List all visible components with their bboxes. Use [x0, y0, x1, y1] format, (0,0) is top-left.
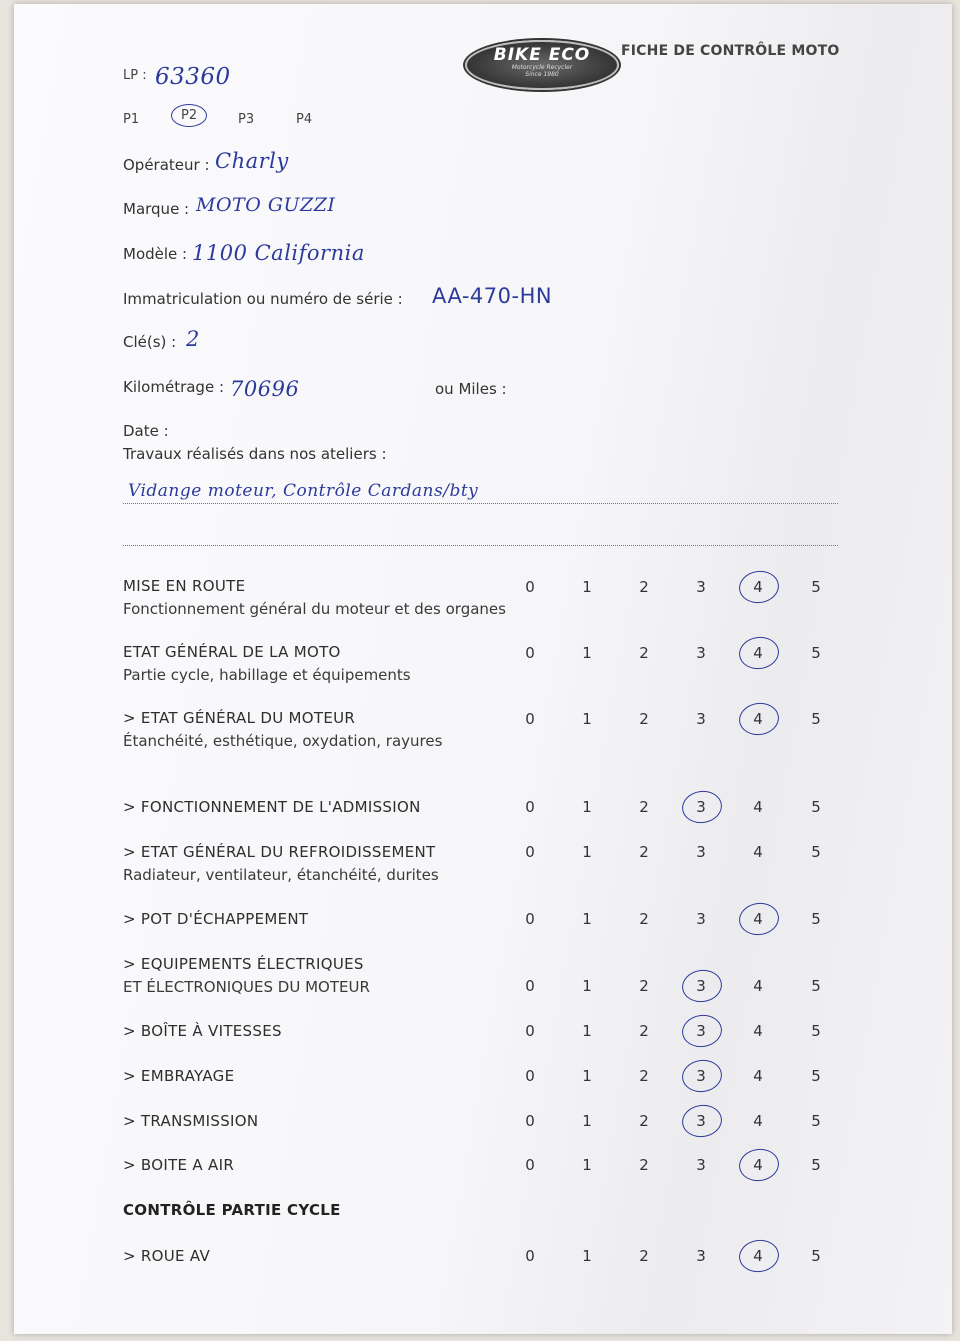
score-option-4: 4 [753, 910, 763, 928]
rating-row-title: > BOÎTE À VITESSES [123, 1022, 282, 1040]
rating-row-subtitle: Fonctionnement général du moteur et des organes [123, 600, 506, 618]
lp-label: LP : [123, 68, 147, 83]
score-option-5: 5 [811, 1022, 821, 1040]
score-option-5: 5 [811, 1067, 821, 1085]
position-p2 [181, 108, 207, 123]
score-option-4: 4 [753, 710, 763, 728]
score-option-2: 2 [639, 1067, 649, 1085]
rating-row-title: > FONCTIONNEMENT DE L'ADMISSION [123, 798, 421, 816]
score-option-5: 5 [811, 578, 821, 596]
rating-row-title: > TRANSMISSION [123, 1112, 259, 1130]
score-option-4: 4 [753, 843, 763, 861]
score-option-2: 2 [639, 977, 649, 995]
score-option-1: 1 [582, 578, 592, 596]
operateur-label: Opérateur : [123, 156, 210, 174]
score-option-2: 2 [639, 578, 649, 596]
score-option-0: 0 [525, 977, 535, 995]
score-option-1: 1 [582, 1067, 592, 1085]
logo-since: Since 1980 [525, 71, 559, 78]
cles-value: 2 [186, 327, 200, 351]
score-option-4: 4 [753, 977, 763, 995]
score-option-2: 2 [639, 1247, 649, 1265]
miles-label: ou Miles : [435, 380, 507, 398]
position-p4: P4 [296, 112, 313, 127]
travaux-value: Vidange moteur, Contrôle Cardans/bty [128, 481, 479, 501]
modele-value: 1100 California [192, 241, 365, 265]
score-option-1: 1 [582, 843, 592, 861]
score-option-2: 2 [639, 710, 649, 728]
score-option-3: 3 [696, 1247, 706, 1265]
score-option-4: 4 [753, 644, 763, 662]
score-option-2: 2 [639, 910, 649, 928]
rating-row-subtitle: Partie cycle, habillage et équipements [123, 666, 411, 684]
score-option-2: 2 [639, 1112, 649, 1130]
immat-value: AA-470-HN [432, 284, 553, 308]
score-option-3: 3 [696, 1067, 706, 1085]
score-option-1: 1 [582, 1022, 592, 1040]
score-option-3: 3 [696, 644, 706, 662]
immat-label: Immatriculation ou numéro de série : [123, 290, 403, 308]
score-option-1: 1 [582, 977, 592, 995]
score-option-5: 5 [811, 843, 821, 861]
score-option-2: 2 [639, 843, 649, 861]
kilometrage-label: Kilométrage : [123, 378, 225, 396]
score-option-4: 4 [753, 1247, 763, 1265]
rating-row-title: > EMBRAYAGE [123, 1067, 235, 1085]
rating-row-title: > ROUE AV [123, 1247, 211, 1265]
score-option-3: 3 [696, 977, 706, 995]
rating-row-title: > EQUIPEMENTS ÉLECTRIQUES [123, 955, 364, 973]
rating-row-title: > ETAT GÉNÉRAL DU REFROIDISSEMENT [123, 843, 436, 861]
rating-row-subtitle: Étanchéité, esthétique, oxydation, rayures [123, 732, 443, 750]
score-option-1: 1 [582, 1247, 592, 1265]
score-option-5: 5 [811, 1112, 821, 1130]
score-option-5: 5 [811, 1247, 821, 1265]
score-option-1: 1 [582, 798, 592, 816]
score-option-3: 3 [696, 710, 706, 728]
score-option-1: 1 [582, 710, 592, 728]
score-option-3: 3 [696, 910, 706, 928]
score-option-0: 0 [525, 910, 535, 928]
position-p2-circled: P2 [171, 104, 207, 127]
score-option-0: 0 [525, 1156, 535, 1174]
score-option-2: 2 [639, 1022, 649, 1040]
modele-label: Modèle : [123, 245, 188, 263]
lp-value: 63360 [155, 64, 231, 90]
score-option-5: 5 [811, 644, 821, 662]
logo-brand: BIKE ECO [493, 45, 591, 65]
score-option-1: 1 [582, 644, 592, 662]
bike-eco-logo [465, 40, 619, 90]
score-option-2: 2 [639, 644, 649, 662]
score-option-0: 0 [525, 578, 535, 596]
operateur-value: Charly [215, 149, 289, 173]
score-option-3: 3 [696, 578, 706, 596]
section-partie-cycle: CONTRÔLE PARTIE CYCLE [123, 1201, 341, 1219]
score-option-3: 3 [696, 843, 706, 861]
score-option-0: 0 [525, 843, 535, 861]
score-option-4: 4 [753, 1067, 763, 1085]
score-option-2: 2 [639, 798, 649, 816]
position-p3: P3 [238, 112, 255, 127]
score-option-3: 3 [696, 1112, 706, 1130]
score-option-4: 4 [753, 1022, 763, 1040]
score-option-5: 5 [811, 710, 821, 728]
score-option-1: 1 [582, 1112, 592, 1130]
travaux-line-2 [123, 545, 838, 546]
score-option-3: 3 [696, 798, 706, 816]
kilometrage-value: 70696 [230, 377, 300, 401]
date-label: Date : [123, 422, 169, 440]
score-option-0: 0 [525, 1247, 535, 1265]
rating-row-title: > BOITE A AIR [123, 1156, 235, 1174]
score-option-0: 0 [525, 1022, 535, 1040]
score-option-5: 5 [811, 798, 821, 816]
travaux-label: Travaux réalisés dans nos ateliers : [123, 445, 387, 463]
rating-row-subtitle: ET ÉLECTRONIQUES DU MOTEUR [123, 978, 370, 996]
score-option-1: 1 [582, 910, 592, 928]
score-option-0: 0 [525, 710, 535, 728]
marque-value: MOTO GUZZI [196, 194, 336, 216]
rating-row-subtitle: Radiateur, ventilateur, étanchéité, durites [123, 866, 439, 884]
position-p1: P1 [123, 112, 140, 127]
form-title: FICHE DE CONTRÔLE MOTO [621, 43, 840, 59]
score-option-4: 4 [753, 1112, 763, 1130]
score-option-5: 5 [811, 977, 821, 995]
rating-row-title: ETAT GÉNÉRAL DE LA MOTO [123, 643, 341, 661]
score-option-4: 4 [753, 798, 763, 816]
score-option-0: 0 [525, 644, 535, 662]
score-option-1: 1 [582, 1156, 592, 1174]
score-option-3: 3 [696, 1156, 706, 1174]
travaux-line-1 [123, 503, 838, 504]
score-option-2: 2 [639, 1156, 649, 1174]
score-option-4: 4 [753, 1156, 763, 1174]
rating-row-title: > ETAT GÉNÉRAL DU MOTEUR [123, 709, 356, 727]
score-option-0: 0 [525, 798, 535, 816]
score-option-5: 5 [811, 910, 821, 928]
score-option-4: 4 [753, 578, 763, 596]
rating-row-title: MISE EN ROUTE [123, 577, 246, 595]
score-option-5: 5 [811, 1156, 821, 1174]
score-option-0: 0 [525, 1112, 535, 1130]
marque-label: Marque : [123, 200, 190, 218]
score-option-3: 3 [696, 1022, 706, 1040]
rating-row-title: > POT D'ÉCHAPPEMENT [123, 910, 309, 928]
cles-label: Clé(s) : [123, 333, 177, 351]
logo-subtitle: Motorcycle Recycler [511, 64, 573, 71]
score-option-0: 0 [525, 1067, 535, 1085]
